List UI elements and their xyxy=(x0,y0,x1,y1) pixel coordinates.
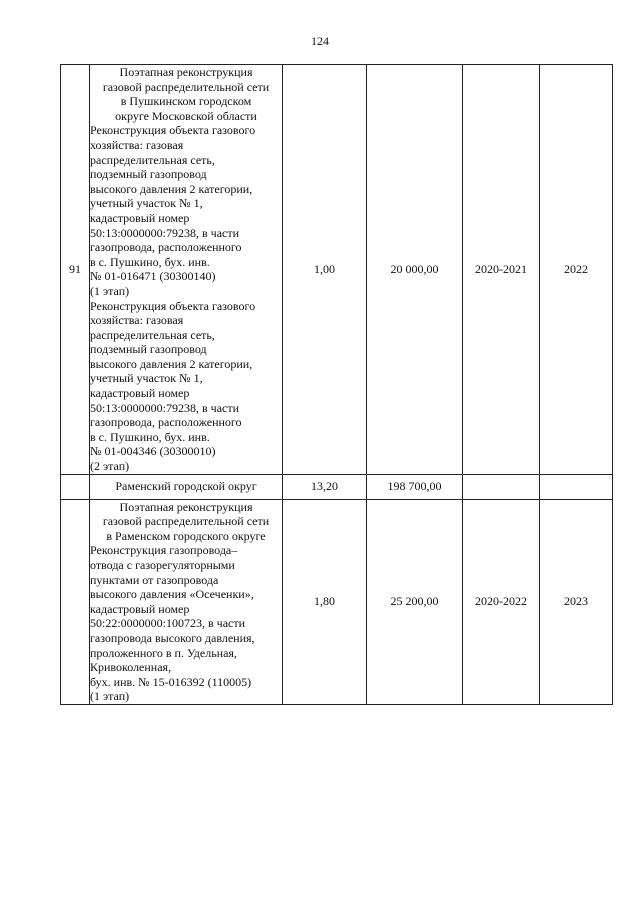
object-name-cell xyxy=(90,499,283,704)
object-title: Поэтапная реконструкция газовой распределительной сети в Раменском городского округе xyxy=(102,499,270,543)
year-cell: 2023 xyxy=(540,499,613,704)
object-description: Реконструкция газопровода– отвода с газорегуляторными пунктами от газопровода высокого давления «Осеченки», кадастровый номер 50:22:0000000:100723, в части газопровода высокого давления, проложенного в п. Удельная, Кривоколенная, бух. инв. № 15-016392 (110005) (1 этап) xyxy=(90,543,255,704)
investment-table xyxy=(60,64,613,705)
subtotal-empty-cell xyxy=(540,474,613,499)
row-number-cell: 91 xyxy=(61,65,90,475)
period-cell: 2020-2022 xyxy=(463,499,540,704)
subtotal-empty-cell xyxy=(61,474,90,499)
cost-cell: 25 200,00 xyxy=(367,499,463,704)
subtotal-cost: 198 700,00 xyxy=(367,474,463,499)
length-cell: 1,80 xyxy=(283,499,367,704)
subtotal-row xyxy=(61,474,613,499)
subtotal-empty-cell xyxy=(463,474,540,499)
page-number: 124 xyxy=(311,34,329,48)
object-title: Поэтапная реконструкция газовой распределительной сети в Пушкинском городском округе Московской области xyxy=(102,65,270,123)
row-number-cell xyxy=(61,499,90,704)
object-name-cell xyxy=(90,65,283,475)
table-row xyxy=(61,499,613,704)
cost-cell: 20 000,00 xyxy=(367,65,463,475)
object-description: Реконструкция объекта газового хозяйства: газовая распределительная сеть, подземный газопровод высокого давления 2 категории, учетный участок № 1, кадастровый номер 50:13:0000000:79238, в части газопровода, расположенного в с. Пушкино, бух. инв. № 01-016471 (30300140) (1 этап) Реконструкция объекта газового хозяйства: газовая распределительная сеть, подземный газопровод высокого давления 2 категории, учетный участок № 1, кадастровый номер 50:13:0000000:79238, в части газопровода, расположенного в с. Пушкино, бух. инв. № 01-004346 (30300010) (2 этап) xyxy=(90,123,256,474)
length-cell: 1,00 xyxy=(283,65,367,475)
period-cell: 2020-2021 xyxy=(463,65,540,475)
year-cell: 2022 xyxy=(540,65,613,475)
subtotal-label: Раменский городской округ xyxy=(90,474,283,499)
table-row xyxy=(61,65,613,475)
subtotal-length: 13,20 xyxy=(283,474,367,499)
